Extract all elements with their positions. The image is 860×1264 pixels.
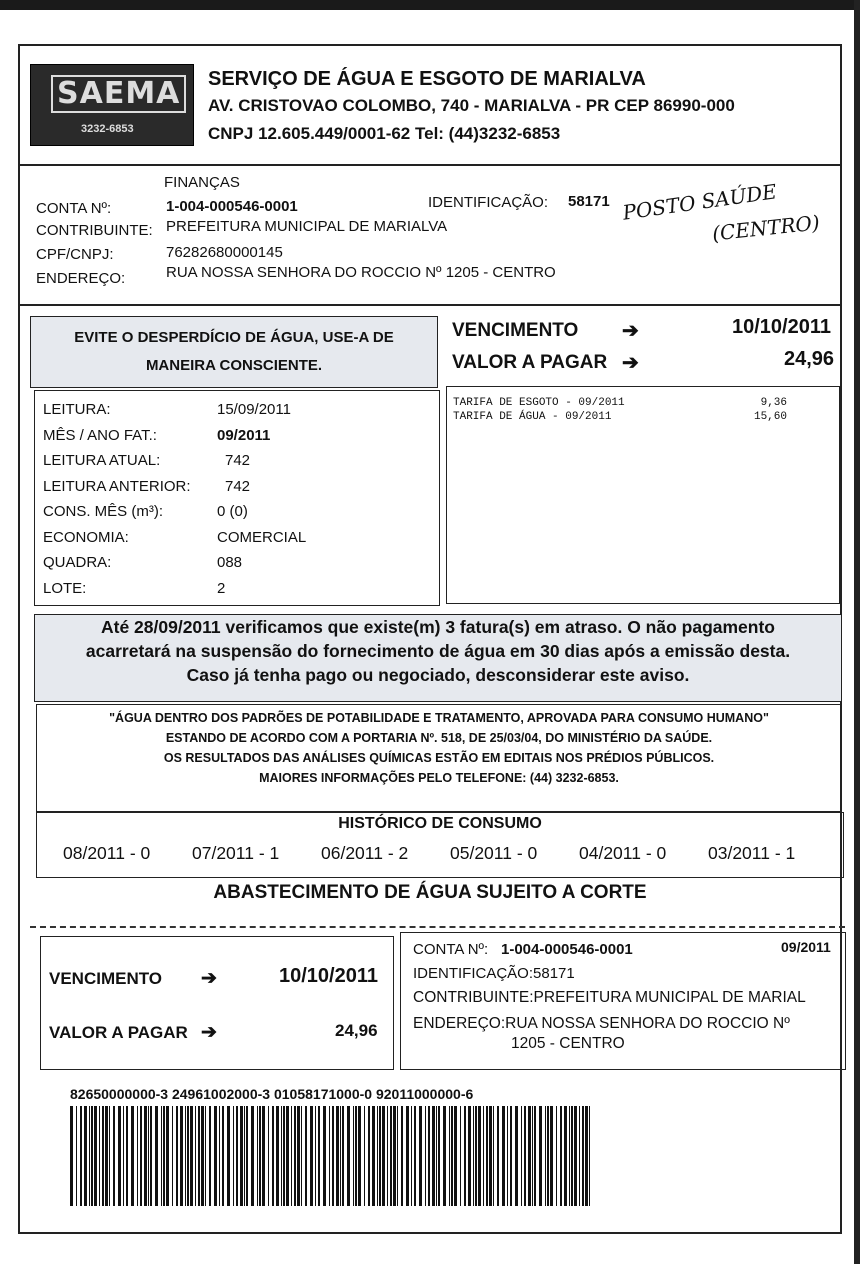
company-cnpj-tel: CNPJ 12.605.449/0001-62 Tel: (44)3232-6853 [208,124,561,143]
contrib-label: CONTRIBUINTE: [36,222,153,239]
barcode-bar [401,1106,403,1206]
handwritten-note-1: POSTO SAÚDE [621,179,779,225]
barcode-bar [233,1106,234,1206]
barcode-bar [521,1106,522,1206]
reading-label: QUADRA: [43,554,112,571]
barcode-bar [155,1106,158,1206]
barcode-bar [564,1106,567,1206]
barcode-bar [550,1106,553,1206]
barcode-bar [483,1106,484,1206]
barcode-bar [244,1106,245,1206]
arrow-icon: ➔ [622,352,639,374]
barcode-bar [438,1106,440,1206]
barcode-bar [268,1106,269,1206]
barcode-bar [305,1106,307,1206]
barcode-bar [315,1106,316,1206]
barcode-bar [342,1106,344,1206]
barcode-bar [80,1106,82,1206]
barcode-bar [148,1106,149,1206]
barcode-bar [510,1106,512,1206]
barcode-bar [589,1106,590,1206]
tear-line [30,926,845,928]
stub-amount-value: 24,96 [335,1021,378,1040]
barcode-bar [91,1106,93,1206]
barcode-bar [579,1106,580,1206]
contrib-value: PREFEITURA MUNICIPAL DE MARIALVA [166,218,448,235]
barcode-bar [336,1106,339,1206]
barcode-bar [390,1106,392,1206]
handwritten-note-2: (CENTRO) [711,210,821,246]
overdue-line-3: Caso já tenha pago ou negociado, desconsiderar este aviso. [186,665,690,685]
stub-account-box [400,932,846,1070]
reading-label: LEITURA: [43,401,111,418]
cut-warning: ABASTECIMENTO DE ÁGUA SUJEITO A CORTE [213,882,647,903]
barcode-bar [137,1106,138,1206]
barcode-bar [534,1106,536,1206]
barcode-bar [150,1106,152,1206]
barcode-bar [347,1106,350,1206]
company-name: SERVIÇO DE ÁGUA E ESGOTO DE MARIALVA [208,68,646,90]
barcode-bar [187,1106,189,1206]
barcode-bar [449,1106,450,1206]
history-item: 08/2011 - 0 [63,843,151,863]
stub-amount-label: VALOR A PAGAR [49,1023,188,1042]
barcode-bar [451,1106,453,1206]
barcode-bar [163,1106,165,1206]
barcode-bar [539,1106,542,1206]
barcode-bar [358,1106,361,1206]
history-item: 05/2011 - 0 [450,843,538,863]
barcode-bar [281,1106,282,1206]
stub-endereco-1: ENDEREÇO:RUA NOSSA SENHORA DO ROCCIO Nº [413,1015,790,1032]
due-date-value: 10/10/2011 [732,316,831,338]
account-divider [18,304,842,306]
saema-logo [30,64,194,146]
barcode-bar [84,1106,87,1206]
charge-description: TARIFA DE ÁGUA - 09/2011 [453,411,612,423]
barcode-bar [411,1106,412,1206]
barcode-bar [419,1106,422,1206]
reading-label: LEITURA ANTERIOR: [43,477,191,495]
barcode-bar [497,1106,499,1206]
barcode-bar [113,1106,115,1206]
barcode-bar [198,1106,200,1206]
barcode-bar [214,1106,217,1206]
barcode-bar [468,1106,471,1206]
barcode-bar [94,1106,97,1206]
reading-value: COMERCIAL [217,528,307,546]
barcode-bar [126,1106,128,1206]
charge-description: TARIFA DE ESGOTO - 09/2011 [453,397,625,409]
barcode-bar [585,1106,588,1206]
barcode-bar [489,1106,492,1206]
barcode-bar [286,1106,289,1206]
arrow-icon: ➔ [201,1022,217,1043]
barcode-bar [507,1106,508,1206]
barcode-bar [353,1106,354,1206]
barcode-bar [502,1106,505,1206]
reading-label: ECONOMIA: [43,528,129,546]
barcode [70,1106,596,1206]
logo-text: SAEMA [51,75,186,113]
barcode-bar [109,1106,110,1206]
barcode-bar [364,1106,365,1206]
barcode-bar [414,1106,416,1206]
charge-value: 15,60 [753,411,787,423]
cpf-label: CPF/CNPJ: [36,246,114,263]
barcode-bar [240,1106,243,1206]
barcode-bar [259,1106,261,1206]
company-address: AV. CRISTOVAO COLOMBO, 740 - MARIALVA - PR CEP 86990-000 [208,96,735,115]
overdue-line-1: Até 28/09/2011 verificamos que existe(m) 3 fatura(s) em atraso. O não pagamento [100,617,775,637]
barcode-bar [528,1106,531,1206]
barcode-bar [532,1106,533,1206]
barcode-bar [397,1106,398,1206]
barcode-bar [195,1106,196,1206]
barcode-bar [432,1106,435,1206]
barcode-bar [436,1106,437,1206]
reading-value: 09/2011 [217,426,271,444]
barcode-bar [89,1106,90,1206]
barcode-bar [475,1106,477,1206]
barcode-bar [301,1106,302,1206]
barcode-bar [368,1106,370,1206]
barcode-bar [323,1106,326,1206]
barcode-bar [556,1106,557,1206]
barcode-bar [582,1106,584,1206]
barcode-bar [329,1106,330,1206]
barcode-bar [201,1106,204,1206]
consumption-history-box [36,812,844,878]
barcode-bar [76,1106,77,1206]
barcode-bar [569,1106,570,1206]
barcode-bar [560,1106,562,1206]
barcode-bar [478,1106,481,1206]
barcode-bar [454,1106,457,1206]
history-title: HISTÓRICO DE CONSUMO [338,815,542,832]
barcode-bar [515,1106,518,1206]
overdue-notice-box [34,614,842,702]
barcode-bar [118,1106,121,1206]
barcode-bar [406,1106,409,1206]
barcode-bar [262,1106,265,1206]
barcode-bar [294,1106,296,1206]
stub-conta-value: 1-004-000546-0001 [501,941,633,958]
scan-right-edge [854,0,860,1264]
ident-label: IDENTIFICAÇÃO: [428,194,549,211]
reading-label: LEITURA ATUAL: [43,452,161,469]
barcode-bar [425,1106,426,1206]
arrow-icon: ➔ [622,320,639,342]
barcode-bar [574,1106,577,1206]
barcode-bar [176,1106,178,1206]
logo-phone: 3232-6853 [81,123,134,135]
barcode-bar [382,1106,385,1206]
conta-value: 1-004-000546-0001 [166,198,298,215]
stub-contrib: CONTRIBUINTE:PREFEITURA MUNICIPAL DE MARIAL [413,989,806,1006]
barcode-bar [310,1106,313,1206]
reading-label: MÊS / ANO FAT.: [43,426,157,444]
department: FINANÇAS [164,174,240,191]
history-item: 06/2011 - 2 [321,843,409,863]
conservation-notice-box [30,316,438,388]
barcode-digits: 82650000000-3 24961002000-3 01058171000-0 92011000000-6 [70,1086,474,1102]
barcode-bar [70,1106,73,1206]
barcode-bar [291,1106,292,1206]
reading-value: 2 [217,579,226,597]
barcode-bar [571,1106,573,1206]
barcode-bar [144,1106,147,1206]
barcode-bar [102,1106,104,1206]
reading-value: 742 [225,452,251,469]
barcode-bar [161,1106,162,1206]
barcode-bar [222,1106,224,1206]
barcode-bar [99,1106,100,1206]
barcode-bar [464,1106,466,1206]
barcode-bar [236,1106,238,1206]
header-divider [18,164,842,166]
barcode-bar [166,1106,169,1206]
barcode-bar [486,1106,488,1206]
barcode-bar [393,1106,396,1206]
stub-period: 09/2011 [781,939,831,955]
stub-conta-label: CONTA Nº: [413,941,489,958]
barcode-bar [257,1106,258,1206]
quality-line-4: MAIORES INFORMAÇÕES PELO TELEFONE: (44) 3232-6853. [259,771,619,785]
barcode-bar [297,1106,300,1206]
reading-value: 742 [225,477,251,495]
barcode-bar [493,1106,494,1206]
notice-line-1: EVITE O DESPERDÍCIO DE ÁGUA, USE-A DE [74,329,394,346]
history-item: 04/2011 - 0 [579,843,667,863]
reading-label: CONS. MÊS (m³): [43,503,163,520]
reading-value: 15/09/2011 [217,401,291,418]
reading-label: LOTE: [43,579,87,597]
history-item: 03/2011 - 1 [708,843,796,863]
charges-panel [446,386,840,604]
amount-value: 24,96 [784,348,835,370]
reading-panel [34,390,440,606]
barcode-bar [473,1106,474,1206]
water-quality-box [36,704,842,812]
barcode-bar [209,1106,211,1206]
barcode-bar [372,1106,375,1206]
endereco-value: RUA NOSSA SENHORA DO ROCCIO Nº 1205 - CENTRO [166,264,556,281]
barcode-bar [131,1106,134,1206]
overdue-line-2: acarretará na suspensão do fornecimento de água em 30 dias após a emissão desta. [85,641,791,661]
barcode-bar [547,1106,549,1206]
arrow-icon: ➔ [201,968,217,989]
stub-payment-box [40,936,394,1070]
barcode-bar [443,1106,446,1206]
barcode-bar [105,1106,108,1206]
barcode-bar [524,1106,526,1206]
barcode-bar [276,1106,279,1206]
stub-due-label: VENCIMENTO [49,969,163,988]
due-date-label: VENCIMENTO [452,320,579,341]
barcode-bar [545,1106,546,1206]
barcode-bar [227,1106,230,1206]
cpf-value: 76282680000145 [166,244,283,261]
barcode-bar [379,1106,381,1206]
endereco-label: ENDEREÇO: [36,270,126,287]
quality-line-3: OS RESULTADOS DAS ANÁLISES QUÍMICAS ESTÃO EM EDITAIS NOS PRÉDIOS PÚBLICOS. [163,751,715,765]
barcode-bar [185,1106,186,1206]
barcode-bar [355,1106,357,1206]
barcode-bar [377,1106,378,1206]
barcode-bar [246,1106,248,1206]
barcode-bar [190,1106,193,1206]
notice-line-2: MANEIRA CONSCIENTE. [145,357,323,374]
charge-value: 9,36 [760,397,787,409]
reading-value: 088 [217,554,243,571]
barcode-bar [180,1106,183,1206]
barcode-bar [283,1106,285,1206]
stub-endereco-2: 1205 - CENTRO [511,1035,625,1052]
barcode-bar [172,1106,173,1206]
barcode-bar [219,1106,220,1206]
barcode-bar [460,1106,461,1206]
barcode-bar [205,1106,206,1206]
quality-line-2: ESTANDO DE ACORDO COM A PORTARIA Nº. 518, DE 25/03/04, DO MINISTÉRIO DA SAÚDE. [165,731,713,745]
conta-label: CONTA Nº: [36,200,112,217]
barcode-bar [332,1106,334,1206]
barcode-bar [387,1106,388,1206]
ident-value: 58171 [568,193,610,210]
amount-label: VALOR A PAGAR [452,352,608,373]
stub-due-value: 10/10/2011 [279,965,378,987]
barcode-bar [140,1106,142,1206]
reading-value: 0 (0) [217,503,248,520]
history-item: 07/2011 - 1 [192,843,280,863]
quality-line-1: "ÁGUA DENTRO DOS PADRÕES DE POTABILIDADE E TRATAMENTO, APROVADA PARA CONSUMO HUMANO" [109,711,769,725]
barcode-bar [272,1106,274,1206]
scan-top-edge [0,0,860,10]
barcode-bar [318,1106,320,1206]
barcode-bar [251,1106,254,1206]
barcode-bar [123,1106,124,1206]
barcode-bar [340,1106,341,1206]
barcode-bar [428,1106,430,1206]
stub-ident: IDENTIFICAÇÃO:58171 [413,965,575,982]
